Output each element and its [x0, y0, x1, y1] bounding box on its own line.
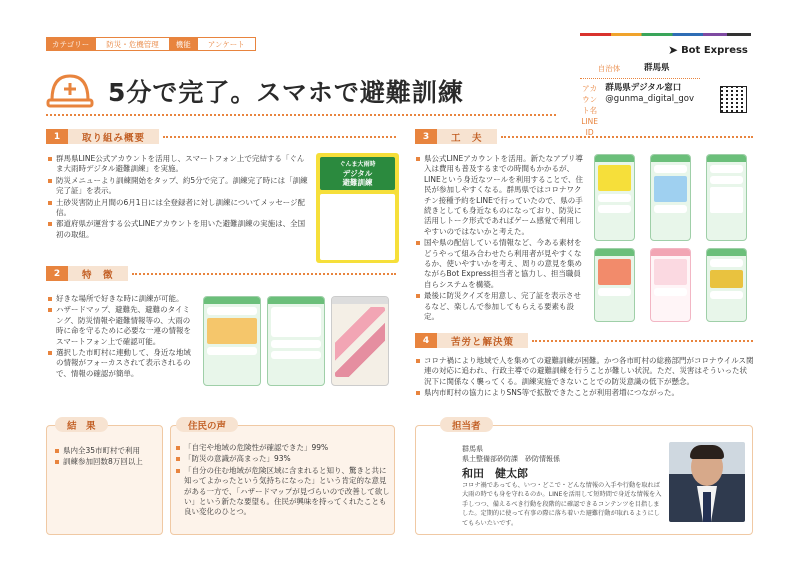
results-box	[46, 425, 163, 535]
section-1-header	[46, 129, 396, 144]
list-item: 選択した市町村に連動して、身近な地域の情報がフォーカスされて表示されるので、情報の確認が簡単。	[48, 348, 196, 379]
org-label: 自治体	[597, 64, 621, 73]
results-title: 結 果	[55, 417, 108, 432]
section-4-header	[415, 333, 753, 348]
phone-screenshot	[650, 154, 691, 241]
list-item: 県内市町村の協力によりSNS等で拡散できたことが利用者増につながった。	[416, 388, 754, 398]
section-divider	[501, 136, 753, 138]
section-1-list	[48, 154, 310, 241]
section-number: 1	[46, 129, 68, 144]
phone-screenshot	[650, 248, 691, 322]
section-title: 取り組み概要	[68, 129, 159, 144]
list-item: コロナ禍により地域で人を集めての避難訓練が困難。かつ各市町村の総務部門がコロナウイルス関連の対応に追われ、行政主導での避難訓練を行うことが難しい状況。ただ、災害はそういった状況下に関係なく襲ってくる。訓練実施できないことでの防災意識の低下が懸念。	[416, 356, 754, 387]
section-3-list	[416, 154, 588, 324]
page-title: 5分で完了。スマホで避難訓練	[108, 78, 464, 107]
brand-name: Bot Express	[681, 44, 748, 56]
list-item: 防災メニューより訓練開始をタップ、約5分で完了。訓練完了時には「訓練完了証」を表示。	[48, 176, 310, 197]
person-org: 群馬県	[462, 445, 483, 453]
poster-body	[320, 194, 395, 260]
training-poster	[316, 153, 399, 263]
line-screens	[594, 154, 754, 324]
phone-screenshot	[594, 154, 635, 241]
person-label: 担当者	[440, 417, 493, 432]
hazard-map-screenshot	[331, 296, 389, 386]
account-label: アカウント名	[582, 84, 598, 115]
person-name: 和田 健太郎	[462, 467, 528, 480]
avatar	[669, 442, 745, 522]
function-label: 機能	[170, 37, 197, 51]
org-value: 群馬県	[644, 63, 670, 73]
phone-screenshot	[267, 296, 325, 386]
section-title: 特 徴	[68, 266, 128, 281]
phone-screenshot	[706, 248, 747, 322]
section-3-header	[415, 129, 753, 144]
helmet-icon	[46, 70, 94, 110]
section-divider	[532, 340, 753, 342]
arrow-icon: ➤	[668, 43, 679, 57]
list-item: 好きな場所で好きな時に訓練が可能。	[48, 294, 196, 304]
title-divider	[46, 114, 556, 116]
qr-code[interactable]	[720, 86, 747, 113]
list-item: 県内全35市町村で利用	[55, 446, 160, 456]
section-number: 3	[415, 129, 437, 144]
poster-heading: ぐんま大雨時 デジタル 避難訓練	[320, 157, 395, 190]
voice-title: 住民の声	[176, 417, 238, 432]
feature-screens	[203, 293, 393, 393]
section-number: 2	[46, 266, 68, 281]
person-comment: コロナ禍であっても、いつ・どこで・どんな情報の入手や行動を取れば大雨の時でも身を守れるのか。LINEを活用して短時間で身近な情報を入手しつつ、備えるべき行動を段階的に確認できるコンテンツを目指しました。定期的に使って有事の際に落ち着いた避難行動が取れるようにしてもらいたいです。	[462, 482, 662, 527]
section-title: 工 夫	[437, 129, 497, 144]
voice-list	[176, 443, 391, 519]
category-tags	[46, 37, 256, 51]
brand-logo	[668, 43, 748, 57]
person-dept: 県土整備部砂防課 砂防情報係	[462, 455, 560, 463]
list-item: 県公式LINEアカウントを活用。新たなアプリ導入は費用も普及するまでの時間もかかるが、LINEという身近なツールを利用することで、住民が参加しやすくなる。群馬県ではコロナワクチン接種予約をLINEで行っていたので、県の手続きとしても身近なものになっており、防災に活用しトーク形式であればゲーム感覚で利用しやすいのではないかと考えた。	[416, 154, 588, 237]
color-stripe	[580, 33, 751, 36]
list-item: 国や県の配信している情報など、今ある素材をどうやって組み合わせたら利用者が見やすくなるか、使いやすいかを考え、周りの意見を集めながらBot Express担当者と協力し、担当職員自らシステムを構築。	[416, 238, 588, 290]
category-label: カテゴリー	[46, 37, 95, 51]
phone-screenshot	[594, 248, 635, 322]
section-title: 苦労と解決策	[437, 333, 528, 348]
phone-screenshot	[706, 154, 747, 241]
category-value: 防災・危機管理	[95, 37, 170, 51]
phone-screenshot	[203, 296, 261, 386]
id-label: LINE ID	[581, 117, 599, 137]
list-item: 最後に防災クイズを用意し、完了証を表示させるなど、楽しんで参加してもらえる要素も設定。	[416, 291, 588, 322]
list-item: 土砂災害防止月間の6月1日には全登録者に対し訓練についてメッセージ配信。	[48, 198, 310, 219]
list-item: 訓練参加回数8万回以上	[55, 457, 160, 467]
section-4-list	[416, 356, 754, 400]
section-divider	[132, 273, 396, 275]
id-value: @gunma_digital_gov	[605, 94, 694, 104]
section-number: 4	[415, 333, 437, 348]
list-item: 群馬県LINE公式アカウントを活用し、スマートフォン上で完結する「ぐんま大雨時デジタル避難訓練」を実施。	[48, 154, 310, 175]
results-list	[55, 446, 160, 469]
list-item: 「防災の意識が高まった」93%	[176, 454, 391, 464]
list-item: 都道府県が運営する公式LINEアカウントを用いた避難訓練の実施は、全国初の取組。	[48, 219, 310, 240]
list-item: ハザードマップ、避難先、避難のタイミング、防災情報や避難情報等の、大雨の時に命を守るために必要な一連の情報をスマートフォン上で確認可能。	[48, 305, 196, 347]
account-value: 群馬県デジタル窓口	[605, 83, 682, 93]
section-2-header	[46, 266, 396, 281]
function-value: アンケート	[197, 37, 256, 51]
list-item: 「自宅や地域の危険性が確認できた」99%	[176, 443, 391, 453]
list-item: 「自分の住む地域が危険区域に含まれると知り、驚きと共に知ってよかったという気持ちになった」という肯定的な意見がある一方で、「ハザードマップが見づらいので改善して欲しい」という新たな要望も。住民が興味を持ってくれたことも良い変化のひとつ。	[176, 466, 391, 518]
section-2-list	[48, 294, 196, 380]
info-row-org	[580, 59, 700, 79]
section-divider	[163, 136, 396, 138]
